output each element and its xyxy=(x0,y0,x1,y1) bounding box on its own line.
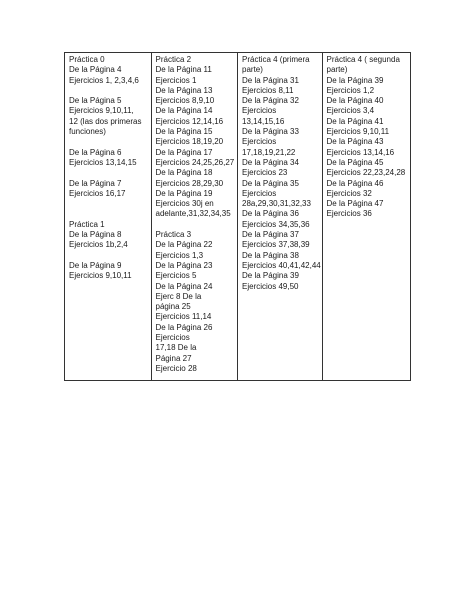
table-cell-line: De la Página 22 xyxy=(155,240,213,250)
table-cell-line: Ejercicios 34,35,36 xyxy=(242,219,310,229)
table-cell-line: adelante,31,32,34,35 xyxy=(155,209,231,219)
table-cell-line: Ejercicios 37,38,39 xyxy=(242,240,310,250)
table-cell-line: De la Página 24 xyxy=(155,281,213,291)
table-cell-line: De la Página 23 xyxy=(155,260,213,270)
exercise-table xyxy=(64,52,411,381)
table-cell-line: Ejercicios 1b,2,4 xyxy=(69,240,128,250)
block-spacer xyxy=(69,168,148,178)
table-cell-line: De la Página 15 xyxy=(155,127,213,137)
table-cell-line: Práctica 3 xyxy=(155,230,192,240)
table-cell-line: De la Página 13 xyxy=(155,85,213,95)
table-cell-line: Ejercicios 16,17 xyxy=(69,188,126,198)
block-spacer xyxy=(156,220,235,230)
block-spacer xyxy=(69,86,148,96)
block-spacer xyxy=(69,199,148,209)
table-cell-line: De la Página 14 xyxy=(155,106,213,116)
table-cell-line: De la Página 45 xyxy=(326,157,384,167)
table-cell-line: Ejercicios xyxy=(242,137,277,147)
table-cell-line: De la Página 36 xyxy=(242,209,299,219)
table-cell-line: Página 27 xyxy=(155,353,192,363)
table-cell-line: De la Página 33 xyxy=(242,127,299,137)
table-cell-line: Ejercicios 28,29,30 xyxy=(155,178,224,188)
table-cell-line: 17,18 De la xyxy=(155,343,197,353)
table-cell-line: De la Página 7 xyxy=(69,178,122,188)
table-cell-line: Ejercicios 40,41,42,44 xyxy=(242,260,321,270)
table-cell-line: Ejercicios 49,50 xyxy=(242,281,299,291)
table-cell-line: De la Página 26 xyxy=(155,322,213,332)
table-cell-line: Ejercicios 22,23,24,28 xyxy=(326,168,406,178)
table-cell-line: De la Página 41 xyxy=(326,116,384,126)
table-cell-line: De la Página 34 xyxy=(242,157,299,167)
table-cell-line: Ejercicios 32 xyxy=(326,188,372,198)
table-cell-line: De la Página 17 xyxy=(155,147,213,157)
table-cell-line: Ejercicio 28 xyxy=(155,363,197,373)
table-cell-line: Ejercicios xyxy=(242,188,277,198)
table-cell-line: Ejercicios 36 xyxy=(326,209,372,219)
table-cell-line: Ejercicios xyxy=(242,106,277,116)
table-cell-line: 28a,29,30,31,32,33 xyxy=(242,199,311,209)
block-spacer xyxy=(69,137,148,147)
table-cell-line: De la Página 5 xyxy=(69,96,122,106)
table-column-practica-0-1 xyxy=(65,53,152,380)
table-cell-line: Ejercicios 1,2 xyxy=(326,85,375,95)
table-cell-line: De la Página 9 xyxy=(69,260,122,270)
table-cell-line: Ejercicios 11,14 xyxy=(155,312,212,322)
table-cell-line: Ejercicios 8,9,10 xyxy=(155,96,215,106)
table-cell-line: Práctica 4 ( segunda xyxy=(326,55,400,64)
table-cell-line: Práctica 2 xyxy=(155,55,192,64)
table-cell-line: De la Página 43 xyxy=(326,137,384,147)
table-cell-line: 12 (las dos primeras xyxy=(69,116,142,126)
table-cell-line: 13,14,15,16 xyxy=(242,116,285,126)
table-cell-line: Ejerc 8 De la xyxy=(155,291,202,301)
table-cell-line: De la Página 18 xyxy=(155,168,213,178)
table-cell-line: Ejercicios 13,14,16 xyxy=(326,147,395,157)
table-cell-line: De la Página 38 xyxy=(242,250,299,260)
table-cell-line: Ejercicios 13,14,15 xyxy=(69,157,137,167)
table-cell-line: De la Página 32 xyxy=(242,96,299,106)
table-column-practica-4-primera xyxy=(238,53,323,380)
table-cell-line: Práctica 1 xyxy=(69,219,105,229)
table-cell-line: Ejercicios 8,11 xyxy=(242,85,294,95)
table-cell-line: parte) xyxy=(326,65,348,75)
table-cell-line: De la Página 47 xyxy=(326,199,384,209)
table-cell-line: De la Página 39 xyxy=(242,271,299,281)
table-column-practica-2-3 xyxy=(152,53,239,380)
table-cell-line: De la Página 40 xyxy=(326,96,384,106)
table-cell-line: Práctica 0 xyxy=(69,55,105,64)
table-cell-line: Ejercicios 18,19,20 xyxy=(155,137,224,147)
table-cell-line: 17,18,19,21,22 xyxy=(242,147,296,157)
table-cell-line: Ejercicios 1, 2,3,4,6 xyxy=(69,75,139,85)
table-cell-line: Ejercicios 24,25,26,27 xyxy=(155,157,235,167)
table-cell-line: Ejercicios 30j en xyxy=(155,199,214,209)
table-cell-line: De la Página 39 xyxy=(326,75,384,85)
block-spacer xyxy=(69,251,148,261)
table-cell-line: De la Página 31 xyxy=(242,75,299,85)
table-cell-line: Práctica 4 (primera xyxy=(242,55,310,64)
table-cell-line: Ejercicios 12,14,16 xyxy=(155,116,224,126)
table-cell-line: Ejercicios 9,10,11, xyxy=(69,106,134,116)
table-cell-line: Ejercicios xyxy=(155,333,190,343)
table-cell-line: De la Página 11 xyxy=(155,65,212,75)
block-spacer xyxy=(69,209,148,219)
table-cell-line: De la Página 4 xyxy=(69,65,122,75)
table-cell-line: Ejercicios 3,4 xyxy=(326,106,375,116)
table-column-practica-4-segunda xyxy=(323,53,410,380)
table-cell-line: De la Página 46 xyxy=(326,178,384,188)
table-cell-line: De la Página 37 xyxy=(242,230,299,240)
table-cell-line: Ejercicios 23 xyxy=(242,168,288,178)
table-cell-line: De la Página 8 xyxy=(69,230,122,240)
table-cell-line: De la Página 6 xyxy=(69,147,122,157)
table-cell-line: parte) xyxy=(242,65,263,75)
table-cell-line: Ejercicios 5 xyxy=(155,271,197,281)
table-cell-line: De la Página 35 xyxy=(242,178,299,188)
table-cell-line: página 25 xyxy=(155,302,191,312)
table-cell-line: Ejercicios 9,10,11 xyxy=(69,271,132,281)
table-cell-line: funciones) xyxy=(69,127,106,137)
table-cell-line: De la Página 19 xyxy=(155,188,213,198)
table-cell-line: Ejercicios 1 xyxy=(155,75,197,85)
table-cell-line: Ejercicios 1,3 xyxy=(155,250,204,260)
table-cell-line: Ejercicios 9,10,11 xyxy=(326,127,390,137)
